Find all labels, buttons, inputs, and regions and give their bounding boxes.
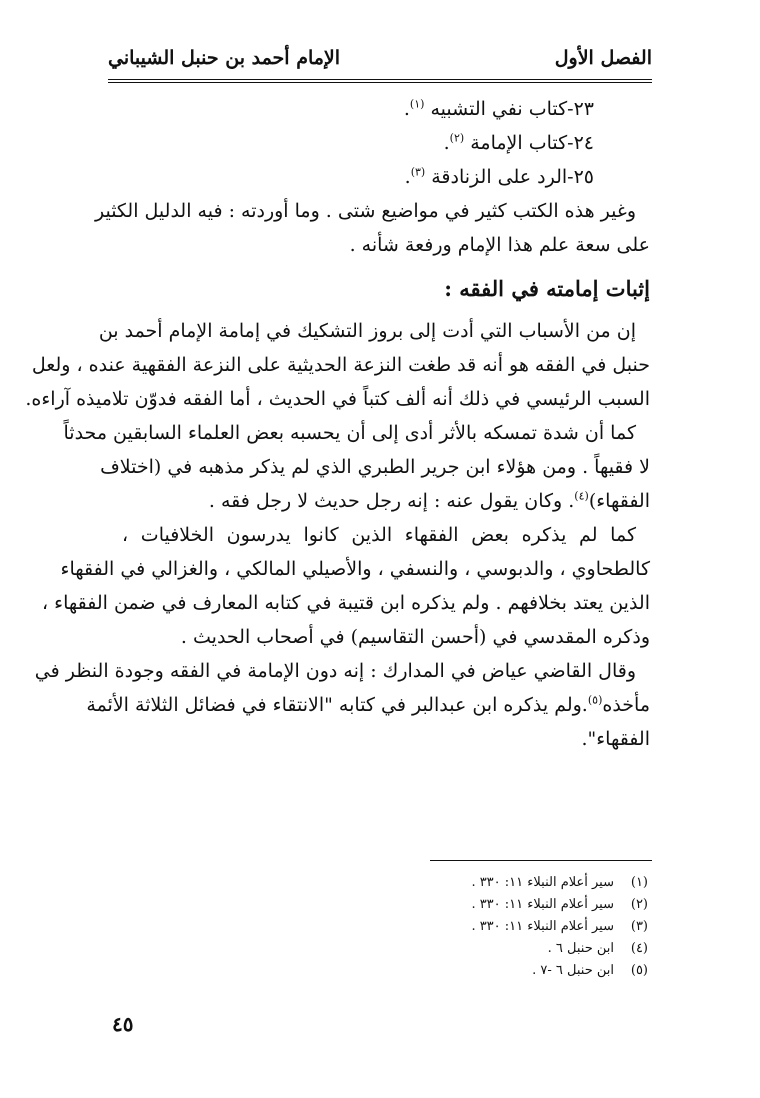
book-title: الإمام أحمد بن حنبل الشيباني bbox=[108, 47, 341, 69]
header-rule-inner bbox=[108, 82, 652, 83]
footnote-ref[interactable]: (١) bbox=[409, 97, 425, 111]
footnote bbox=[328, 960, 648, 982]
paragraph-line: السبب الرئيسي في ذلك أنه ألف كتباً في الحديث ، أما الفقه فدوّن تلاميذه آراءه. bbox=[25, 388, 650, 410]
section-heading: إثبات إمامته في الفقه : bbox=[444, 276, 650, 301]
footnote-number: (١) bbox=[630, 875, 648, 890]
footnote-number: (٢) bbox=[630, 897, 648, 912]
header-rule bbox=[108, 79, 652, 80]
page-body bbox=[25, 92, 650, 756]
paragraph-line: كالطحاوي ، والدبوسي ، والنسفي ، والأصيلي المالكي ، والغزالي في الفقهاء bbox=[60, 558, 650, 580]
chapter-title: الفصل الأول bbox=[554, 47, 652, 69]
running-header bbox=[108, 30, 652, 76]
footnote-text: سير أعلام النبلاء ١١: ٣٣٠ . bbox=[471, 919, 614, 934]
footnote-text: ابن حنبل ٦ . bbox=[547, 941, 614, 956]
footnote-ref[interactable]: (٥) bbox=[587, 693, 603, 707]
footnote-ref[interactable]: (٣) bbox=[410, 165, 426, 179]
list-item: ٢٣-كتاب نفي التشبيه $^{(١)}$. bbox=[403, 97, 594, 120]
footnotes bbox=[328, 872, 648, 982]
footnote-ref[interactable]: (٤) bbox=[574, 489, 589, 503]
paragraph-line: وغير هذه الكتب كثير في مواضيع شتى . وما أوردته : فيه الدليل الكثير bbox=[94, 200, 636, 222]
footnote bbox=[328, 938, 648, 960]
paragraph-line: وذكره المقدسي في (أحسن التقاسيم) في أصحاب الحديث . bbox=[180, 626, 650, 648]
footnote bbox=[328, 894, 648, 916]
list-item: ٢٤-كتاب الإمامة $^{(٢)}$. bbox=[443, 131, 594, 154]
footnote-number: (٣) bbox=[630, 919, 648, 934]
page-number: ٤٥ bbox=[112, 1012, 134, 1036]
footnote-number: (٤) bbox=[630, 941, 648, 956]
paragraph-line: الفقهاء". bbox=[581, 728, 650, 750]
footnote-text: سير أعلام النبلاء ١١: ٣٣٠ . bbox=[471, 897, 614, 912]
paragraph-line: مأخذه$^{(٥)}$.ولم يذكره ابن عبدالبر في كتابه "الانتقاء في فضائل الثلاثة الأئمة bbox=[86, 693, 650, 716]
paragraph-line: كما لم يذكره بعض الفقهاء الذين كانوا يدرسون الخلافيات ، bbox=[122, 524, 636, 546]
paragraph-line: الفقهاء)$^{(٤)}$. وكان يقول عنه : إنه رجل حديث لا رجل فقه . bbox=[208, 489, 650, 512]
footnote-text: سير أعلام النبلاء ١١: ٣٣٠ . bbox=[471, 875, 614, 890]
paragraph-line: الذين يعتد بخلافهم . ولم يذكره ابن قتيبة في كتابه المعارف في ضمن الفقهاء ، bbox=[41, 592, 650, 614]
paragraph-line: لا فقيهاً . ومن هؤلاء ابن جرير الطبري الذي لم يذكر مذهبه في (اختلاف bbox=[100, 456, 650, 478]
paragraph-line: إن من الأسباب التي أدت إلى بروز التشكيك في إمامة الإمام أحمد بن bbox=[98, 320, 636, 342]
footnote bbox=[328, 916, 648, 938]
footnote bbox=[328, 872, 648, 894]
paragraph-line: على سعة علم هذا الإمام ورفعة شأنه . bbox=[349, 234, 650, 256]
footnote-ref[interactable]: (٢) bbox=[449, 131, 465, 145]
paragraph-line: كما أن شدة تمسكه بالأثر أدى إلى أن يحسبه بعض العلماء السابقين محدثاً bbox=[63, 422, 636, 444]
footnote-separator bbox=[430, 860, 652, 861]
list-item: ٢٥-الرد على الزنادقة $^{(٣)}$. bbox=[404, 165, 594, 188]
footnote-number: (٥) bbox=[630, 963, 648, 978]
paragraph-line: وقال القاضي عياض في المدارك : إنه دون الإمامة في الفقه وجودة النظر في bbox=[34, 660, 636, 682]
footnote-text: ابن حنبل ٦ -٧ . bbox=[532, 963, 614, 978]
paragraph-line: حنبل في الفقه هو أنه قد طغت النزعة الحديثية على النزعة الفقهية عنده ، ولعل bbox=[31, 354, 650, 376]
